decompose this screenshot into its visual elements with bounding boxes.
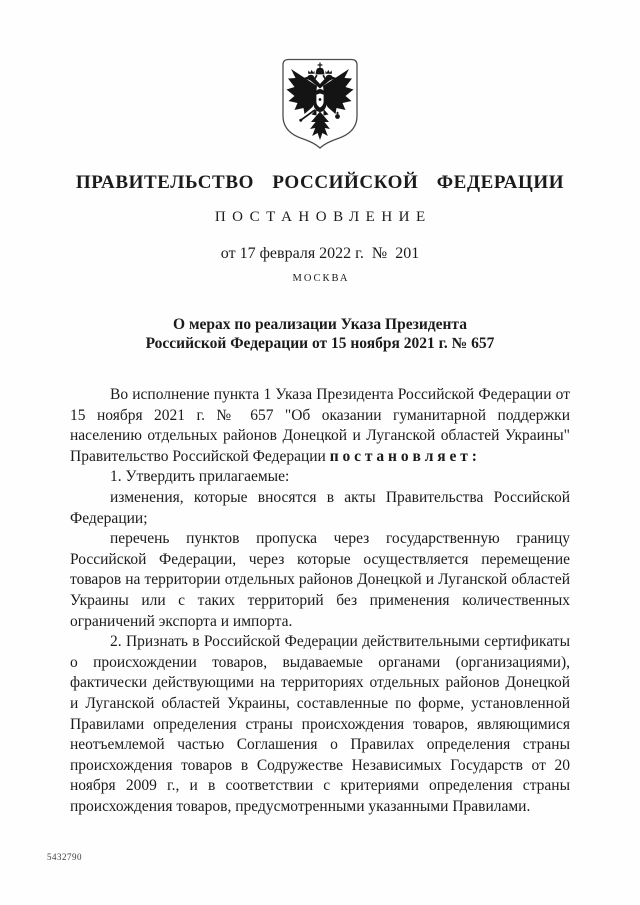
body-paragraph-changes: изменения, которые вносятся в акты Правительства Российской Федерации; — [70, 488, 570, 527]
document-title — [70, 315, 570, 353]
decree-word: п о с т а н о в л я е т : — [329, 447, 477, 465]
body-paragraph-item1: 1. Утвердить прилагаемые: — [110, 468, 290, 486]
body-paragraph-item2: 2. Признать в Российской Федерации действительными сертификаты о происхождении товаров, выдаваемые органами (организациями), фактически действующими на территориях отдельных районов Донецкой и Луганской областей Украины, составленные по форме, установленной Правилами определения страны происхождения товаров, являющимися неотъемлемой частью Соглашения о Правилах определения страны происхождения товаров в Содружестве Независимых Государств от 20 ноября 2009 г., и в соответствии с критериями определения страны происхождения товаров, предусмотренными указанными Правилами. — [70, 633, 570, 815]
document-body — [70, 385, 570, 817]
coat-of-arms-icon — [279, 56, 361, 151]
document-type-heading: ПОСТАНОВЛЕНИЕ — [214, 209, 432, 225]
document-city: МОСКВА — [292, 273, 350, 284]
body-paragraph-preamble — [70, 385, 570, 467]
preamble-text: Во исполнение пункта 1 Указа Президента Российской Федерации от 15 ноября 2021 г. № 657 "Об оказании гуманитарной поддержки населению отдельных районов Донецкой и Луганской областей Украины" Правительство Российской Федерации — [70, 386, 570, 465]
document-title-line1: О мерах по реализации Указа Президента — [173, 316, 467, 333]
document-title-line2: Российской Федерации от 15 ноября 2021 г. № 657 — [145, 335, 495, 352]
issuing-authority-heading: ПРАВИТЕЛЬСТВО РОССИЙСКОЙ ФЕДЕРАЦИИ — [75, 172, 565, 193]
body-paragraph-checkpoints: перечень пунктов пропуска через государственную границу Российской Федерации, через которые осуществляется перемещение товаров на территории отдельных районов Донецкой и Луганской областей Украины или с таких территорий без применения количественных ограничений экспорта и импорта. — [70, 530, 570, 630]
document-date-number: от 17 февраля 2022 г. № 201 — [220, 245, 420, 262]
document-control-number: 5432790 — [47, 852, 82, 862]
